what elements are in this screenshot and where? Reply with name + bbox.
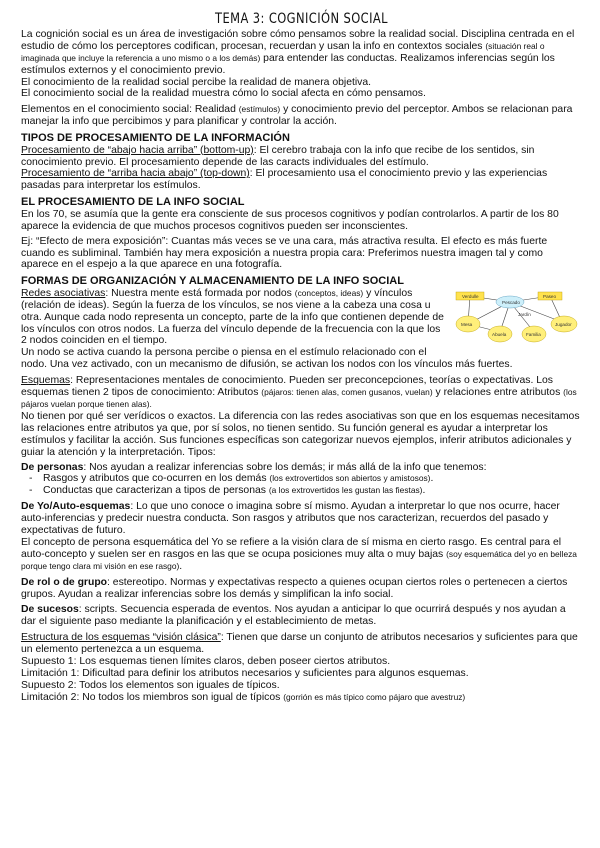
node-label: Pescado bbox=[502, 299, 520, 305]
top-down-text: : El procesamiento usa el conocimiento previo y las experiencias pasadas para interpretar los estímulos. bbox=[21, 168, 548, 192]
redes-text: : Nuestra mente está formada por nodos bbox=[105, 287, 292, 299]
rol-term: De rol o de grupo bbox=[21, 576, 108, 588]
intro-paragraph bbox=[21, 29, 582, 77]
rol-text: : estereotipo. Normas y expectativas respecto a quienes ocupan ciertos roles o pertenecen a ciertos grupos. Ayudan a realizar inferencias sobre los demás y simplifican la info social. bbox=[21, 576, 568, 600]
list-item: - Conductas que caracterizan a tipos de personas (a los extrovertidos les gustan las fiestas). bbox=[29, 485, 582, 497]
intro-paragraph-3: El conocimiento social de la realidad muestra cómo lo social afecta en cómo pensamos. bbox=[21, 88, 426, 100]
sucesos-paragraph bbox=[21, 604, 582, 628]
section-heading-procesamiento: EL PROCESAMIENTO DE LA INFO SOCIAL bbox=[21, 196, 245, 209]
sucesos-text: : scripts. Secuencia esperada de eventos. Nos ayudan a anticipar lo que ocurrirá después y nos ayudan a dar el siguiente paso mediante la planificación y el establecimiento de metas. bbox=[21, 604, 566, 628]
estructura-paragraph bbox=[21, 632, 582, 656]
redes-term: Redes asociativas bbox=[21, 287, 106, 299]
supuesto-1: Supuesto 1: Los esquemas tienen límites claros, deben poseer ciertos atributos. bbox=[21, 656, 391, 668]
limitacion-1: Limitación 1: Dificultad para definir los atributos necesarios y suficientes para algunos esquemas. bbox=[21, 668, 469, 679]
esquemas-note: (pájaros: tienen alas, comen gusanos, vuelan) bbox=[261, 387, 433, 398]
redes-activation-paragraph: Un nodo se activa cuando la persona percibe o piensa en el estímulo relacionado con el nodo. Una vez activado, con un mecanismo de difusión, se activan los nodos con los vínculos más fuertes. bbox=[21, 347, 513, 371]
associative-network-figure bbox=[450, 288, 582, 352]
personas-list bbox=[21, 473, 582, 497]
yo-note: (soy esquemática del yo en belleza porque tengo clara mi visión en ese rasgo) bbox=[21, 548, 577, 571]
top-down-paragraph bbox=[21, 168, 582, 192]
esquemas-note-2: (los pájaros vuelan porque tienen alas). bbox=[21, 387, 577, 409]
esquemas-text: : Representaciones mentales de conocimiento. Pueden ser preconcepciones, teorías o expectativas. Los esquemas tienen 2 tipos de conocimiento: Atributos bbox=[21, 375, 553, 399]
personas-text: : Nos ayudan a realizar inferencias sobre los demás; ir más allá de la info que tenemos: bbox=[83, 461, 487, 473]
node-label: Jugador bbox=[555, 321, 572, 327]
personas-paragraph bbox=[21, 462, 582, 474]
intro-text: La cognición social es un área de investigación sobre cómo pensamos sobre la realidad social. Disciplina centrada en el estudio de cómo los perceptores codifican, procesan, recuerdan y usan la info en contextos sociales bbox=[21, 28, 575, 52]
estructura-text: : Tienen que darse un conjunto de atributos necesarios y suficientes para que un elemento pertenezca a un esquema. bbox=[21, 632, 578, 656]
esquemas-paragraph bbox=[21, 375, 582, 411]
esquemas-text-2: y relaciones entre atributos bbox=[435, 387, 561, 399]
esquemas-term: Esquemas bbox=[21, 375, 71, 387]
section-heading-formas: FORMAS DE ORGANIZACIÓN Y ALMACENAMIENTO DE LA INFO SOCIAL bbox=[21, 275, 404, 288]
section-heading-tipos: TIPOS DE PROCESAMIENTO DE LA INFORMACIÓN bbox=[21, 132, 290, 145]
bottom-up-paragraph bbox=[21, 145, 582, 169]
node-label: Jardín bbox=[518, 311, 531, 317]
yo-paragraph-2: El concepto de persona esquemática del Yo se refiere a la visión clara de sí misma en cierto rasgo. Es central para el auto-concepto y suelen ser en rasgos en las que se ocupa posiciones muy alta o muy bajas (soy esquemática del yo en belleza porque tengo clara mi visión en ese rasgo). bbox=[21, 536, 577, 572]
procesamiento-paragraph: En los 70, se asumía que la gente era consciente de sus procesos cognitivos y podían controlarlos. A partir de los 80 aparece la evidencia de que muchos procesos cognitivos pueden ser inconscientes. bbox=[21, 208, 559, 232]
elements-paragraph bbox=[21, 104, 582, 128]
node-label: Abuela bbox=[492, 331, 507, 337]
rol-paragraph bbox=[21, 577, 582, 601]
node-label: Paseo bbox=[543, 293, 557, 299]
mera-exposicion-paragraph: Ej: “Efecto de mera exposición”: Cuantas más veces se ve una cara, más atractiva resulta. El efecto es más fuerte cuando es subliminal. También hay mera exposición a nuestra propia cara: Preferimos nuestra imagen tal y como aparece en el espejo a la que aparece en una fotografía. bbox=[21, 235, 548, 271]
node-label: Verdulle bbox=[462, 293, 479, 299]
redes-text-2: y vínculos (relación de ideas). Según la fuerza de los vínculos, se nos viene a la cabeza una cosa u otra. Aunque cada nodo representa un concepto, parte de la info que contienen depende de los vínculos con otros nodos. La fuerza del vínculo depende de la frecuencia con la que los 2 nodos coinciden en el tiempo. bbox=[21, 287, 444, 347]
esquemas-function-paragraph: No tienen por qué ser verídicos o exactos. La diferencia con las redes asociativas son que en los esquemas necesitamos las relaciones entre atributos ya que, por sí solos, no tienen sentido. Su función general es ayudar a interpretar los estímulos y facilitar la acción. Sus funciones específicas son categorizar nuevos ejemplos, inferir atributos adicionales y guiar la atención y la interpretación. Tipos: bbox=[21, 410, 580, 458]
yo-term: De Yo/Auto-esquemas bbox=[21, 501, 131, 513]
node-label: Familia bbox=[526, 331, 541, 337]
bottom-up-text: : El cerebro trabaja con la info que recibe de los sentidos, sin conocimiento previo. El procesamiento depende de las caracts individuales del estímulo. bbox=[21, 144, 535, 168]
intro-note: (situación real o imaginada que incluye la referencia a uno mismo o a los demás) bbox=[21, 40, 545, 63]
personas-term: De personas bbox=[21, 461, 84, 473]
intro-text-end: para entender las conductas. Realizamos inferencias según los estímulos externos y el conocimiento previo. bbox=[21, 52, 555, 76]
node-label: Mesa bbox=[461, 321, 473, 327]
network-diagram bbox=[450, 288, 582, 352]
yo-paragraph bbox=[21, 501, 582, 537]
elements-note: (estímulos) bbox=[238, 104, 281, 115]
bottom-up-term: Procesamiento de “abajo hacia arriba” (bottom-up) bbox=[21, 144, 254, 156]
sucesos-term: De sucesos bbox=[21, 604, 79, 616]
intro-paragraph-2: El conocimiento de la realidad social percibe la realidad de manera objetiva. bbox=[21, 76, 372, 88]
yo-text-2: El concepto de persona esquemática del Yo se refiere a la visión clara de sí misma en cierto rasgo. Es central para el auto-concepto y suelen ser en rasgos en las que se ocupa posiciones muy alta o muy bajas bbox=[21, 536, 562, 560]
page-title: TEMA 3: COGNICIÓN SOCIAL bbox=[215, 11, 388, 27]
estructura-term: Estructura de los esquemas “visión clásica” bbox=[21, 632, 221, 644]
limitacion-2: Limitación 2: No todos los miembros son igual de típicos (gorrión es más típico como pájaro que avestruz) bbox=[21, 691, 466, 703]
elements-text-end: y conocimiento previo del perceptor. Ambos se relacionan para manejar la info que percibimos y para planificar y controlar la acción. bbox=[21, 104, 573, 128]
list-item: - Rasgos y atributos que co-ocurren en los demás (los extrovertidos son abiertos y amistosos). bbox=[29, 473, 582, 485]
elements-text: Elementos en el conocimiento social: Realidad bbox=[21, 104, 236, 116]
top-down-term: Procesamiento de “arriba hacia abajo” (top-down) bbox=[21, 168, 250, 180]
redes-note: (conceptos, ideas) bbox=[294, 287, 364, 298]
supuesto-2: Supuesto 2: Todos los elementos son iguales de típicos. bbox=[21, 679, 280, 691]
yo-text: : Lo que uno conoce o imagina sobre sí mismo. Ayudan a interpretar lo que nos ocurre, hacer auto-inferencias y predecir nuestra conducta. Son rasgos y atributos que nos caracterizan, recuerdos del pasado y expectativas de futuro. bbox=[21, 501, 560, 537]
